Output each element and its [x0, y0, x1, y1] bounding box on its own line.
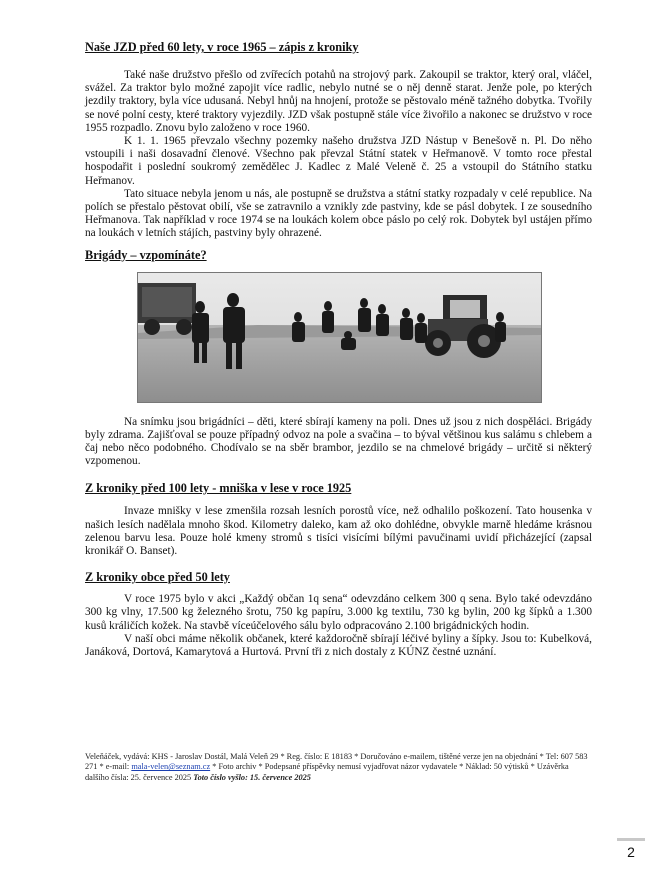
paragraph: V roce 1975 bylo v akci „Každý občan 1q sena“ odevzdáno celkem 300 q sena. Bylo také odevzdáno 300 kg vlny, 17.500 kg železného šrotu, 750 kg papíru, 3.000 kg textilu, 730 kg bylin, 200 kg šípků a 1.300 kusů králičích kožek. Na stavbě víceúčelového sálu bylo odpracováno 2.100 brigádnických hodin. [85, 593, 592, 632]
section-title-kronika-50: Z kroniky obce před 50 lety [85, 570, 230, 585]
paragraph: Invaze mnišky v lese zmenšila rozsah lesních porostů více, než odhalilo poškození. Tato housenka v našich lesích nadělala mnoho škod. Kilometry daleko, kam až oko dohlédne, obvykle marně hledáme krásnou zelenou barvu lesa. Pouze holé kmeny stromů s tisíci visícími bílými pavučinami uvidí přicházející (zapsal kronikář O. Banset). [85, 505, 592, 558]
email-link[interactable]: mala-velen@seznam.cz [131, 762, 211, 772]
brigade-photo [137, 272, 542, 403]
photo-caption: Na snímku jsou brigádníci – děti, které sbírají kameny na poli. Dnes už jsou z nich dospěláci. Brigády byly zdrama. Zajišťoval se pouze případný odvoz na pole a svačina – to býval většinou kus salámu s chlebem a čaj nebo něco podobného. Chodívalo se na sběr brambor, jezdilo se na chmelové brigády – určitě si některý vzpomenou. [85, 415, 592, 468]
section-title-mniska: Z kroniky před 100 lety - mniška v lese v roce 1925 [85, 481, 352, 496]
paragraph: Tato situace nebyla jenom u nás, ale postupně se družstva a státní statky rozpadaly v celé republice. Na polích se přestalo pěstovat obilí, vše se zatravnilo a vznikly zde pastviny, kde se pásl dobytek. I ze sousedního Heřmanova. Tak například v roce 1974 se na loukách kolem obce páslo po celý rok. Dobytek byl ustájen přímo na loukách v letních stájích, pastviny byly ohrazené. [85, 187, 592, 240]
section-title-brigady: Brigády – vzpomínáte? [85, 247, 207, 262]
issue-date: Toto číslo vyšlo: 15. července 2025 [193, 772, 311, 782]
brigade-photo-image [138, 273, 541, 402]
imprint-footer [85, 752, 593, 783]
page-number: 2 [617, 838, 645, 865]
imprint-text: Veleňáček, vydává: KHS - Jaroslav Dostál, Malá Veleň 29 * Reg. číslo: E 18183 * Doručováno e-mailem, tištěné verze jen na objednání * Tel: 607 583 271 * e-mail: [85, 752, 588, 772]
paragraph: V naší obci máme několik občanek, které každoročně sbírají léčivé byliny a šípky. Jsou to: Kubelková, Janáková, Dortová, Kamarytová a Hurtová. První tři z nich dostaly z KÚNZ čestné uznání. [85, 632, 592, 659]
newsletter-page [85, 40, 592, 659]
section-title-jzd: Naše JZD před 60 lety, v roce 1965 – zápis z kroniky [85, 40, 359, 54]
paragraph: Také naše družstvo přešlo od zvířecích potahů na strojový park. Zakoupil se traktor, který oral, vláčel, svážel. Za traktor bylo možné zapojit více radlic, nebylo nutné se o něj denně starat. Jenže pole, po kterých jezdily traktory, byla více udusaná. Nebyl hnůj na hnojení, protože se pěstovalo méně tažného dobytka. Tvořily se nové polní cesty, které traktory vyjezdily. JZD však postupně stále více živořilo a nakonec se družstvo v roce 1955 rozpadlo. Znovu bylo založeno v roce 1960. [85, 69, 592, 134]
imprint-text-2: * Foto archiv * Podepsané příspěvky nemusí vyjadřovat názor vydavatele * Náklad: 50 výtisků * Uzávěrka dalšího čísla: 25. července 2025 [85, 762, 569, 782]
paragraph: K 1. 1. 1965 převzalo všechny pozemky našeho družstva JZD Nástup v Benešově n. Pl. Do něho vstoupili i naši dosavadní členové. Všechno pak převzal Státní statek v Heřmanově. V tomto roce přestal hospodařit i poslední soukromý zemědělec J. Kadlec z Malé Veleně č. 25 a vstoupil do Státního statku Heřmanov. [85, 135, 592, 187]
